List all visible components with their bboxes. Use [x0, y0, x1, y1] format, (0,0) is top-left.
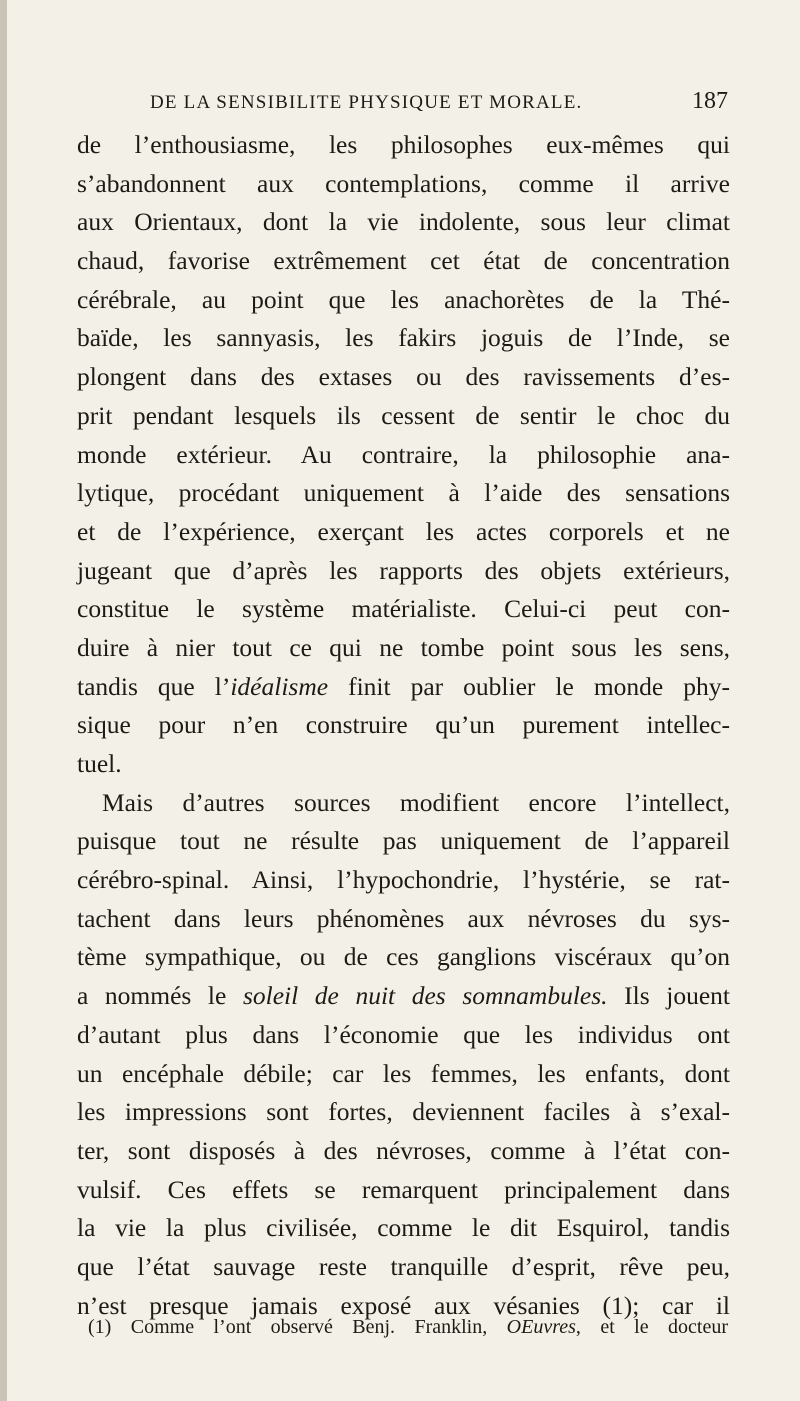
running-title: DE LA SENSIBILITE PHYSIQUE ET MORALE. [150, 92, 583, 113]
italic-term: soleil de nuit des somnambules. [242, 981, 608, 1011]
text-line: aux Orientaux, dont la vie indolente, sous leur climat [77, 207, 730, 237]
paragraph-end-line: tuel. [77, 749, 122, 778]
body-text [77, 126, 730, 1325]
text-segment: tandis que l’ [77, 671, 231, 701]
text-segment: a nommés le [77, 981, 243, 1011]
text-line: les impressions sont fortes, deviennent faciles à s’exal- [77, 1097, 730, 1127]
text-line: cérébrale, au point que les anachorètes de la Thé- [77, 284, 730, 314]
text-line: jugeant que d’après les rapports des objets extérieurs, [77, 555, 730, 585]
text-line: s’abandonnent aux contemplations, comme il arrive [77, 168, 730, 198]
footnote-text: (1) Comme l’ont observé Benj. Franklin, [88, 1316, 507, 1338]
text-line: sique pour n’en construire qu’un purement intellec- [77, 710, 730, 740]
text-segment: finit par oublier le monde phy- [328, 671, 730, 701]
text-line: vulsif. Ces effets se remarquent principalement dans [77, 1174, 730, 1204]
text-line: constitue le système matérialiste. Celui-ci peut con- [77, 594, 730, 624]
text-segment: Ils jouent [607, 981, 730, 1011]
footnote-italic: OEuvres [506, 1316, 576, 1338]
text-line-with-italic [77, 977, 730, 1016]
text-line: la vie la plus civilisée, comme le dit Esquirol, tandis [77, 1213, 730, 1243]
page-edge [0, 0, 7, 1401]
text-line: n’est presque jamais exposé aux vésanies (1); car il [77, 1290, 730, 1320]
text-line: lytique, procédant uniquement à l’aide des sensations [77, 478, 730, 508]
running-header [150, 88, 728, 122]
text-line: et de l’expérience, exerçant les actes corporels et ne [77, 516, 730, 546]
text-line: un encéphale débile; car les femmes, les enfants, dont [77, 1058, 730, 1088]
text-line: tème sympathique, ou de ces ganglions viscéraux qu’on [77, 942, 730, 972]
text-line: tachent dans leurs phénomènes aux névroses du sys- [77, 903, 730, 933]
text-line: baïde, les sannyasis, les fakirs joguis de l’Inde, se [77, 323, 730, 353]
italic-term: idéalisme [230, 671, 329, 701]
text-line: de l’enthousiasme, les philosophes eux-mêmes qui [77, 130, 730, 159]
text-line: prit pendant lesquels ils cessent de sentir le choc du [77, 400, 730, 430]
text-line-with-italic [77, 668, 730, 707]
text-line: puisque tout ne résulte pas uniquement de l’appareil [77, 826, 730, 856]
text-line: que l’état sauvage reste tranquille d’esprit, rêve peu, [77, 1251, 730, 1281]
footnote-text: , et le docteur [575, 1316, 729, 1338]
paragraph-start-line: Mais d’autres sources modifient encore l’intellect, [102, 787, 730, 817]
footnote [88, 1316, 728, 1339]
page-number: 187 [692, 88, 728, 114]
text-line: monde extérieur. Au contraire, la philosophie ana- [77, 439, 730, 469]
text-line: chaud, favorise extrêmement cet état de concentration [77, 246, 730, 276]
text-line: cérébro-spinal. Ainsi, l’hypochondrie, l’hystérie, se rat- [77, 865, 730, 895]
text-line: d’autant plus dans l’économie que les individus ont [77, 1019, 730, 1049]
text-line: plongent dans des extases ou des ravissements d’es- [77, 362, 730, 392]
text-line: duire à nier tout ce qui ne tombe point sous les sens, [77, 632, 730, 662]
text-line: ter, sont disposés à des névroses, comme à l’état con- [77, 1135, 730, 1165]
